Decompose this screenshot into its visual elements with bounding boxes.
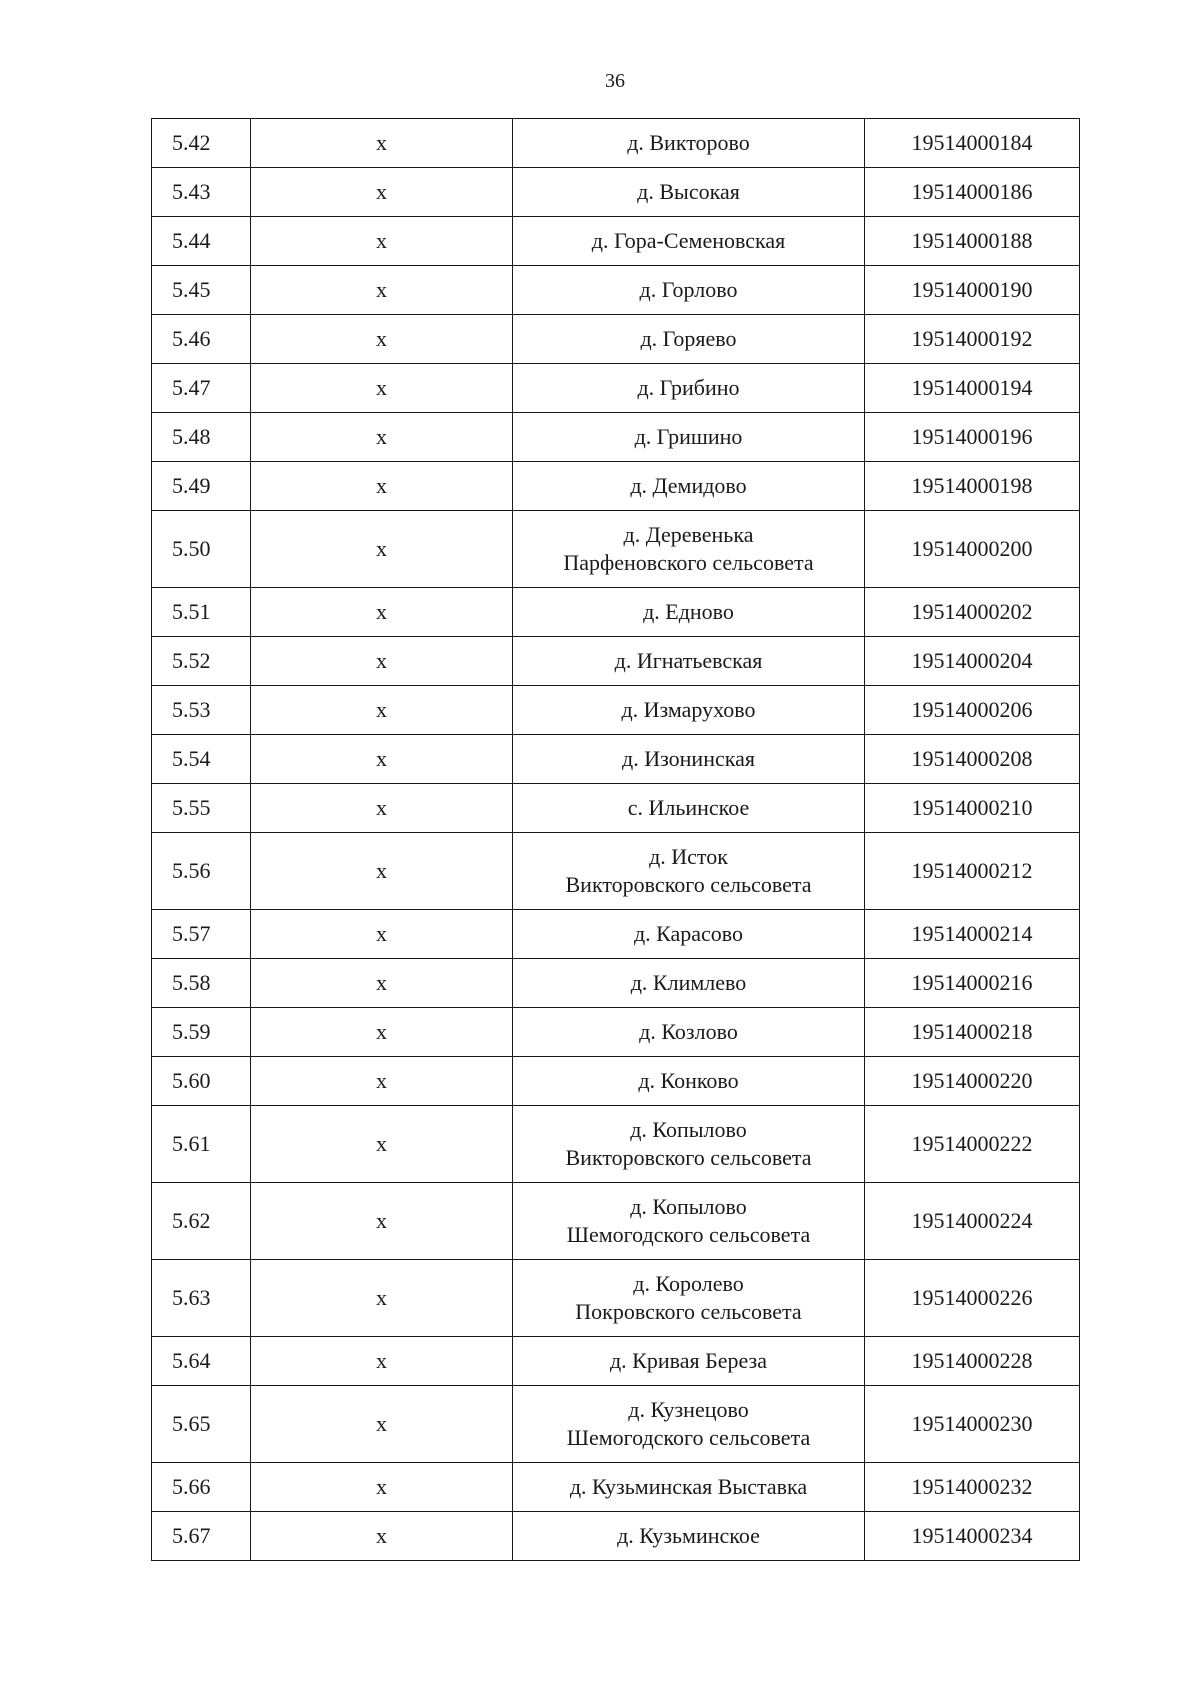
table-row (152, 413, 1080, 462)
settlement-name-line: д. Кузьминское (617, 1523, 760, 1548)
mark-cell: х (251, 686, 513, 735)
settlement-name-line: д. Копылово (630, 1194, 747, 1219)
settlement-name-line: д. Климлево (630, 970, 747, 995)
settlement-cell (513, 588, 865, 637)
settlement-name-line: Викторовского сельсовета (565, 872, 812, 897)
table-row (152, 364, 1080, 413)
settlement-cell (513, 266, 865, 315)
mark-cell: х (251, 637, 513, 686)
code-cell: 19514000200 (865, 511, 1080, 588)
settlement-name-line: д. Горлово (639, 277, 738, 302)
settlement-cell (513, 1512, 865, 1561)
settlement-cell (513, 119, 865, 168)
settlement-name-line: д. Исток (649, 844, 728, 869)
settlement-name-line: д. Едново (643, 599, 734, 624)
settlement-name-line: д. Гора-Семеновская (591, 228, 786, 253)
table-row (152, 1512, 1080, 1561)
row-number-cell: 5.44 (152, 217, 251, 266)
settlement-name-line: Покровского сельсовета (575, 1299, 802, 1324)
mark-cell: х (251, 1512, 513, 1561)
code-cell: 19514000224 (865, 1183, 1080, 1260)
mark-cell: х (251, 413, 513, 462)
row-number-cell: 5.45 (152, 266, 251, 315)
settlement-cell (513, 1183, 865, 1260)
code-cell: 19514000190 (865, 266, 1080, 315)
settlement-cell (513, 1106, 865, 1183)
row-number-cell: 5.61 (152, 1106, 251, 1183)
table-row (152, 588, 1080, 637)
mark-cell: х (251, 1057, 513, 1106)
settlement-cell (513, 1386, 865, 1463)
table-row (152, 1260, 1080, 1337)
row-number-cell: 5.50 (152, 511, 251, 588)
row-number-cell: 5.47 (152, 364, 251, 413)
row-number-cell: 5.55 (152, 784, 251, 833)
code-cell: 19514000234 (865, 1512, 1080, 1561)
code-cell: 19514000208 (865, 735, 1080, 784)
row-number-cell: 5.65 (152, 1386, 251, 1463)
row-number-cell: 5.64 (152, 1337, 251, 1386)
row-number-cell: 5.62 (152, 1183, 251, 1260)
row-number-cell: 5.42 (152, 119, 251, 168)
settlement-name-line: д. Высокая (637, 179, 740, 204)
mark-cell: х (251, 168, 513, 217)
row-number-cell: 5.49 (152, 462, 251, 511)
row-number-cell: 5.54 (152, 735, 251, 784)
settlement-cell (513, 462, 865, 511)
mark-cell: х (251, 784, 513, 833)
code-cell: 19514000220 (865, 1057, 1080, 1106)
code-cell: 19514000226 (865, 1260, 1080, 1337)
table-row (152, 511, 1080, 588)
table-row (152, 168, 1080, 217)
mark-cell: х (251, 1463, 513, 1512)
page-number: 36 (605, 70, 625, 92)
mark-cell: х (251, 910, 513, 959)
row-number-cell: 5.51 (152, 588, 251, 637)
code-cell: 19514000212 (865, 833, 1080, 910)
settlement-cell (513, 1337, 865, 1386)
mark-cell: х (251, 1008, 513, 1057)
table-row (152, 1106, 1080, 1183)
mark-cell: х (251, 735, 513, 784)
code-cell: 19514000206 (865, 686, 1080, 735)
mark-cell: х (251, 217, 513, 266)
settlement-cell (513, 686, 865, 735)
settlement-cell (513, 168, 865, 217)
settlement-name-line: с. Ильинское (627, 795, 750, 820)
mark-cell: х (251, 833, 513, 910)
settlement-name-line: д. Грибино (637, 375, 740, 400)
row-number-cell: 5.57 (152, 910, 251, 959)
settlement-name-line: д. Кривая Береза (609, 1348, 767, 1373)
code-cell: 19514000184 (865, 119, 1080, 168)
settlement-name-line: д. Козлово (639, 1019, 738, 1044)
settlement-name-line: Викторовского сельсовета (565, 1145, 812, 1170)
table-row (152, 1008, 1080, 1057)
settlement-cell (513, 1008, 865, 1057)
settlement-cell (513, 959, 865, 1008)
settlement-cell (513, 784, 865, 833)
code-cell: 19514000188 (865, 217, 1080, 266)
settlement-name-line: д. Гришино (634, 424, 743, 449)
mark-cell: х (251, 266, 513, 315)
settlement-cell (513, 1260, 865, 1337)
settlement-name-line: Шемогодского сельсовета (566, 1222, 811, 1247)
settlement-cell (513, 511, 865, 588)
code-cell: 19514000194 (865, 364, 1080, 413)
row-number-cell: 5.66 (152, 1463, 251, 1512)
settlement-cell (513, 833, 865, 910)
row-number-cell: 5.59 (152, 1008, 251, 1057)
code-cell: 19514000216 (865, 959, 1080, 1008)
mark-cell: х (251, 1260, 513, 1337)
table-row (152, 686, 1080, 735)
mark-cell: х (251, 1386, 513, 1463)
settlement-name-line: Шемогодского сельсовета (566, 1425, 811, 1450)
mark-cell: х (251, 1106, 513, 1183)
settlement-cell (513, 910, 865, 959)
code-cell: 19514000204 (865, 637, 1080, 686)
settlement-cell (513, 413, 865, 462)
code-cell: 19514000232 (865, 1463, 1080, 1512)
table-row (152, 119, 1080, 168)
table-row (152, 910, 1080, 959)
settlement-name-line: Парфеновского сельсовета (563, 550, 814, 575)
table-row (152, 784, 1080, 833)
row-number-cell: 5.52 (152, 637, 251, 686)
table-row (152, 1057, 1080, 1106)
code-cell: 19514000192 (865, 315, 1080, 364)
code-cell: 19514000202 (865, 588, 1080, 637)
row-number-cell: 5.48 (152, 413, 251, 462)
table-row (152, 266, 1080, 315)
row-number-cell: 5.60 (152, 1057, 251, 1106)
code-cell: 19514000196 (865, 413, 1080, 462)
table-row (152, 959, 1080, 1008)
settlement-name-line: д. Кузнецово (628, 1397, 749, 1422)
mark-cell: х (251, 959, 513, 1008)
settlement-cell (513, 1057, 865, 1106)
table-row (152, 217, 1080, 266)
code-cell: 19514000230 (865, 1386, 1080, 1463)
settlement-name-line: д. Копылово (630, 1117, 747, 1142)
settlement-name-line: д. Кузьминская Выставка (569, 1474, 808, 1499)
table-row (152, 315, 1080, 364)
row-number-cell: 5.67 (152, 1512, 251, 1561)
settlements-table (151, 118, 1080, 1561)
settlement-name-line: д. Изонинская (622, 746, 755, 771)
table-row (152, 735, 1080, 784)
settlement-cell (513, 1463, 865, 1512)
settlement-name-line: д. Игнатьевская (614, 648, 763, 673)
settlement-name-line: д. Карасово (633, 921, 744, 946)
code-cell: 19514000186 (865, 168, 1080, 217)
row-number-cell: 5.43 (152, 168, 251, 217)
code-cell: 19514000210 (865, 784, 1080, 833)
code-cell: 19514000228 (865, 1337, 1080, 1386)
mark-cell: х (251, 1183, 513, 1260)
row-number-cell: 5.56 (152, 833, 251, 910)
table-row (152, 833, 1080, 910)
table-row (152, 1386, 1080, 1463)
settlement-name-line: д. Демидово (630, 473, 747, 498)
code-cell: 19514000218 (865, 1008, 1080, 1057)
mark-cell: х (251, 511, 513, 588)
table-row (152, 462, 1080, 511)
row-number-cell: 5.58 (152, 959, 251, 1008)
table-body (152, 119, 1080, 1561)
settlement-name-line: д. Викторово (627, 130, 750, 155)
settlement-cell (513, 637, 865, 686)
table-row (152, 1463, 1080, 1512)
mark-cell: х (251, 462, 513, 511)
table-row (152, 637, 1080, 686)
row-number-cell: 5.63 (152, 1260, 251, 1337)
code-cell: 19514000222 (865, 1106, 1080, 1183)
settlement-cell (513, 217, 865, 266)
mark-cell: х (251, 1337, 513, 1386)
mark-cell: х (251, 315, 513, 364)
settlement-name-line: д. Деревенька (623, 522, 754, 547)
settlement-cell (513, 735, 865, 784)
settlement-cell (513, 315, 865, 364)
mark-cell: х (251, 364, 513, 413)
mark-cell: х (251, 119, 513, 168)
row-number-cell: 5.46 (152, 315, 251, 364)
table-row (152, 1337, 1080, 1386)
table-row (152, 1183, 1080, 1260)
settlement-name-line: д. Королево (633, 1271, 744, 1296)
mark-cell: х (251, 588, 513, 637)
settlement-cell (513, 364, 865, 413)
code-cell: 19514000214 (865, 910, 1080, 959)
settlement-name-line: д. Конково (638, 1068, 739, 1093)
settlement-name-line: д. Горяево (640, 326, 737, 351)
row-number-cell: 5.53 (152, 686, 251, 735)
settlement-name-line: д. Измарухово (621, 697, 756, 722)
code-cell: 19514000198 (865, 462, 1080, 511)
